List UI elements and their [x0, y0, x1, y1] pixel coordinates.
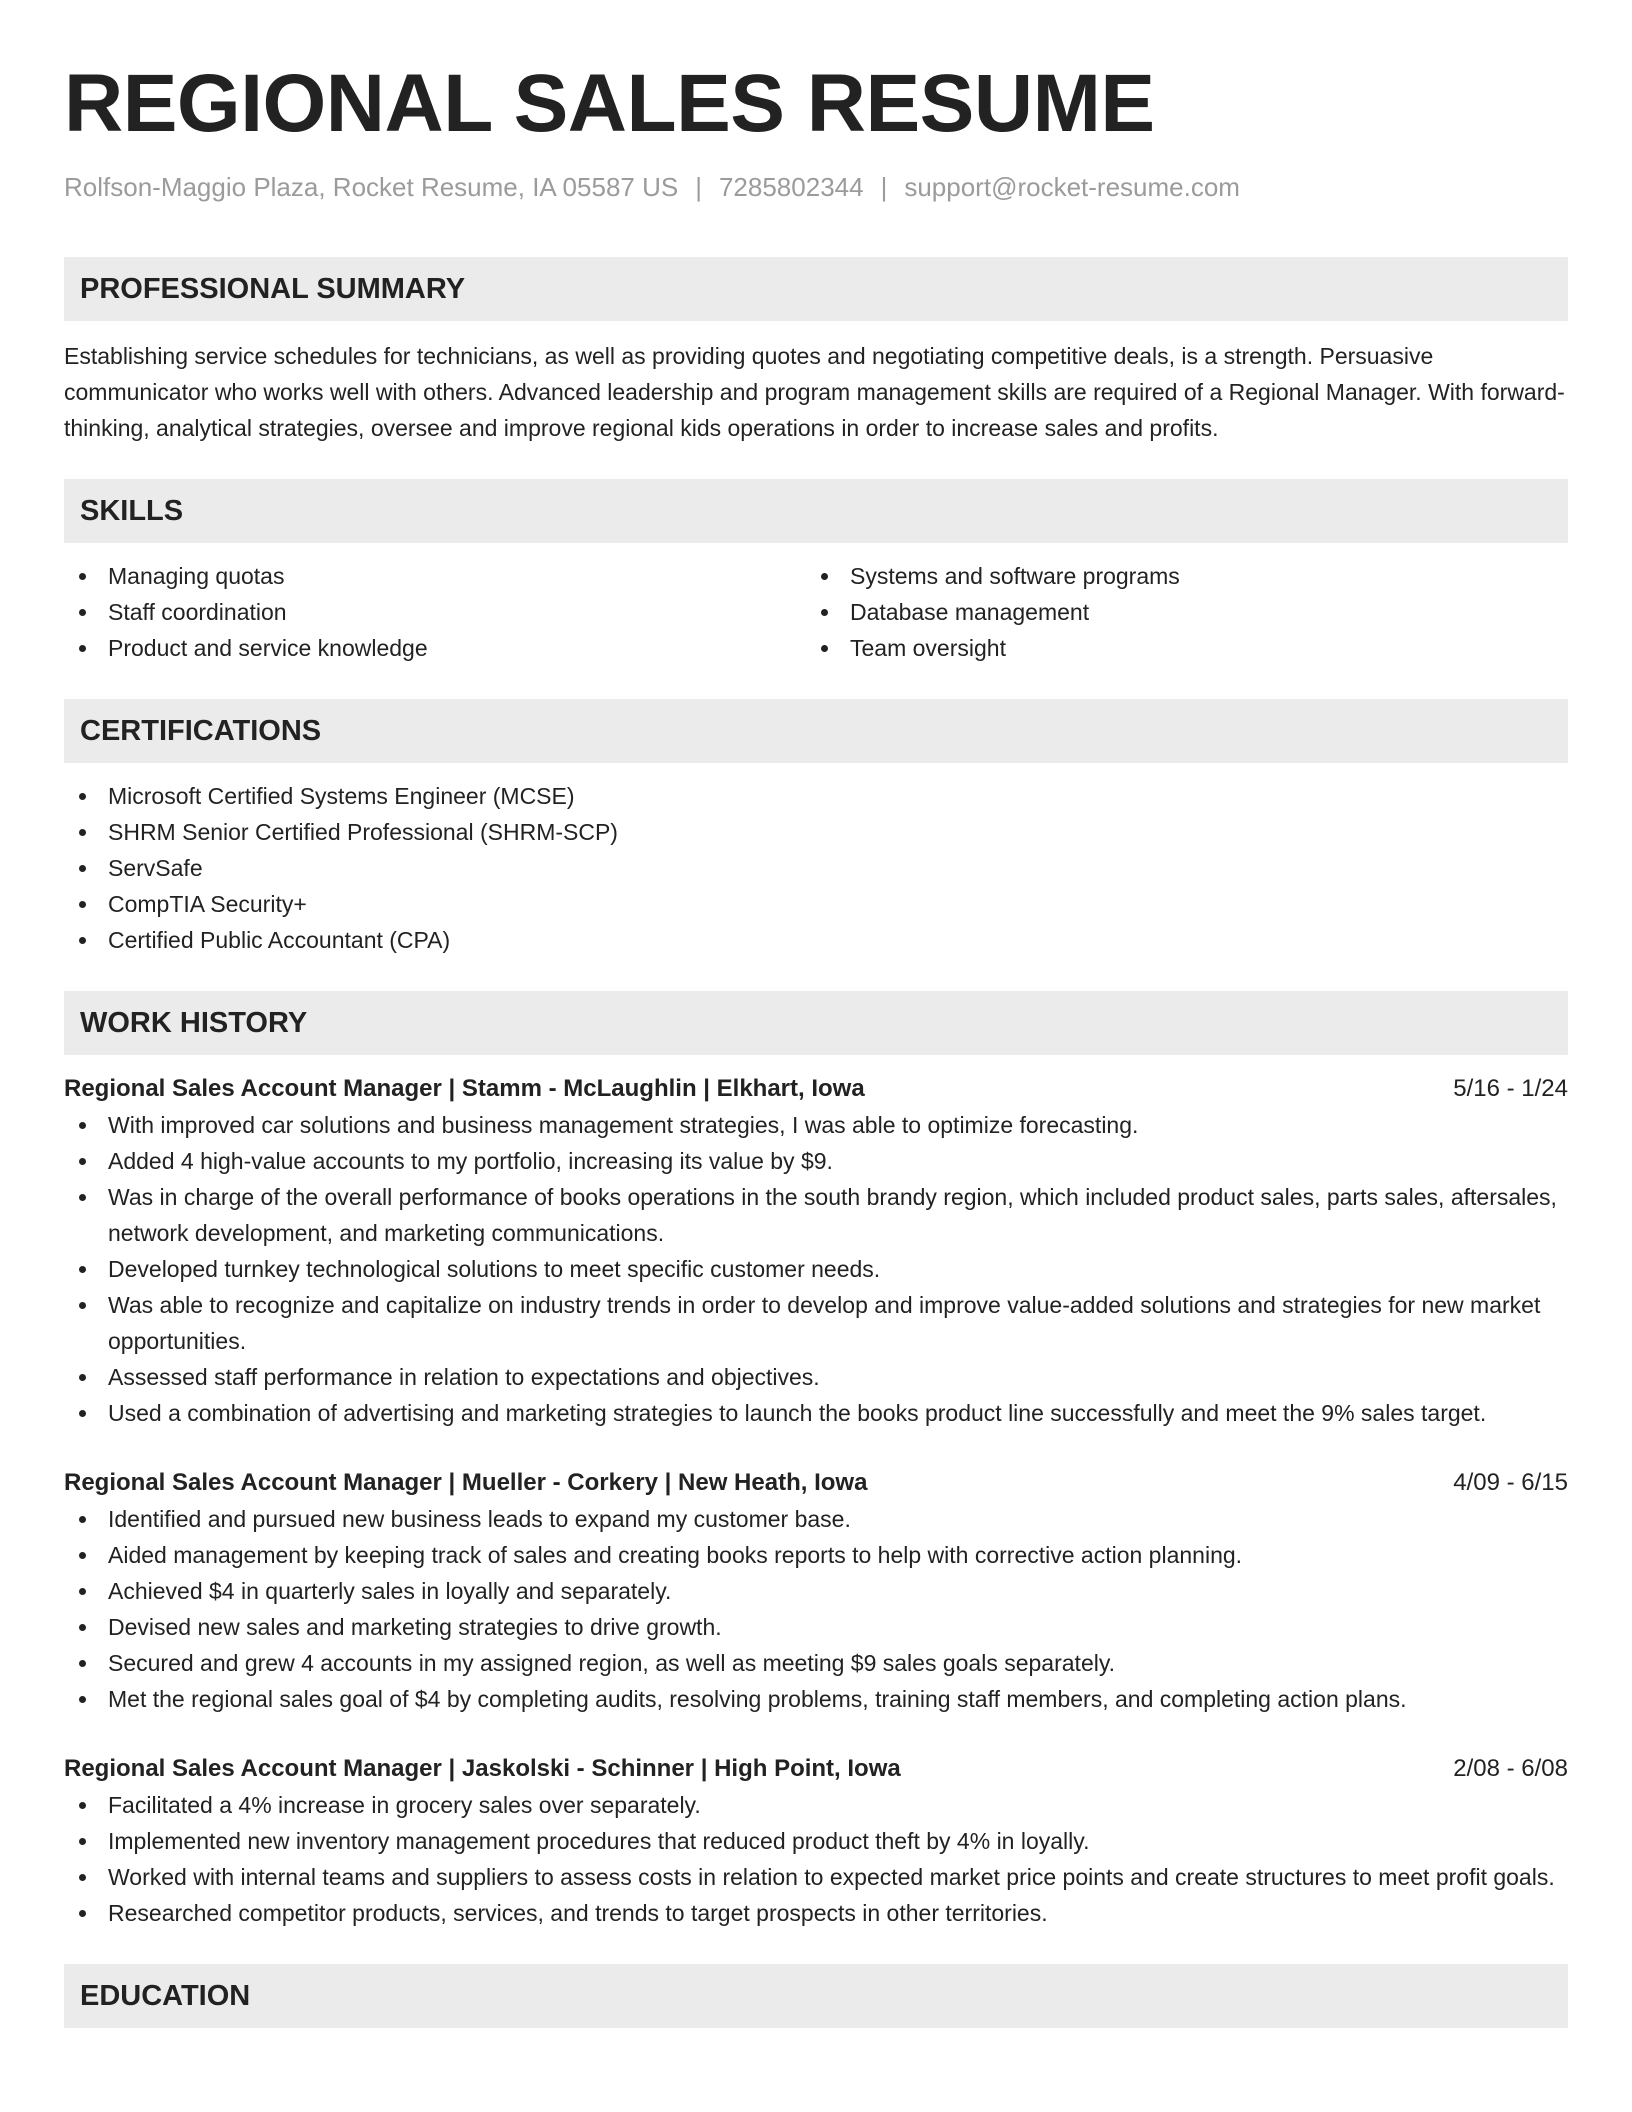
- skills-column-right: [806, 558, 1548, 666]
- certification-item: Microsoft Certified Systems Engineer (MCSE): [64, 778, 1568, 814]
- skill-item: Database management: [806, 594, 1548, 630]
- contact-separator: |: [695, 172, 702, 202]
- job-bullet: Worked with internal teams and suppliers to assess costs in relation to expected market price points and create structures to meet profit goals.: [64, 1859, 1568, 1895]
- job-bullet: Secured and grew 4 accounts in my assigned region, as well as meeting $9 sales goals separately.: [64, 1645, 1568, 1681]
- job-title: Regional Sales Account Manager | Jaskolski - Schinner | High Point, Iowa: [64, 1755, 901, 1782]
- skills-column-left: [64, 558, 806, 666]
- job-entry: [64, 1751, 1568, 1931]
- job-dates: 2/08 - 6/08: [1453, 1755, 1568, 1782]
- job-bullet-list: [64, 1107, 1568, 1431]
- contact-email: support@rocket-resume.com: [904, 172, 1240, 202]
- job-bullet: Aided management by keeping track of sales and creating books reports to help with corrective action planning.: [64, 1537, 1568, 1573]
- section-header-education: EDUCATION: [64, 1964, 1568, 2028]
- certification-item: ServSafe: [64, 850, 1568, 886]
- job-title: Regional Sales Account Manager | Stamm - McLaughlin | Elkhart, Iowa: [64, 1075, 865, 1102]
- section-header-summary: PROFESSIONAL SUMMARY: [64, 257, 1568, 321]
- job-title: Regional Sales Account Manager | Mueller - Corkery | New Heath, Iowa: [64, 1469, 868, 1496]
- job-dates: 5/16 - 1/24: [1453, 1075, 1568, 1102]
- job-bullet: With improved car solutions and business management strategies, I was able to optimize forecasting.: [64, 1107, 1568, 1143]
- job-bullet: Facilitated a 4% increase in grocery sales over separately.: [64, 1787, 1568, 1823]
- job-header: [64, 1071, 1568, 1107]
- job-header: [64, 1751, 1568, 1787]
- job-entry: [64, 1465, 1568, 1717]
- job-bullet: Identified and pursued new business leads to expand my customer base.: [64, 1501, 1568, 1537]
- certification-item: CompTIA Security+: [64, 886, 1568, 922]
- job-bullet: Assessed staff performance in relation to expectations and objectives.: [64, 1359, 1568, 1395]
- skills-list: [64, 558, 1568, 666]
- skill-item: Team oversight: [806, 630, 1548, 666]
- skill-item: Systems and software programs: [806, 558, 1548, 594]
- job-bullet: Was able to recognize and capitalize on industry trends in order to develop and improve value-added solutions and strategies for new market opportunities.: [64, 1287, 1568, 1359]
- job-bullet: Was in charge of the overall performance of books operations in the south brandy region, which included product sales, parts sales, aftersales, network development, and marketing communications.: [64, 1179, 1568, 1251]
- contact-line: [64, 171, 1568, 203]
- job-bullet: Researched competitor products, services, and trends to target prospects in other territories.: [64, 1895, 1568, 1931]
- job-bullet: Met the regional sales goal of $4 by completing audits, resolving problems, training staff members, and completing action plans.: [64, 1681, 1568, 1717]
- section-header-work-history: WORK HISTORY: [64, 991, 1568, 1055]
- section-header-skills: SKILLS: [64, 479, 1568, 543]
- job-bullet-list: [64, 1787, 1568, 1931]
- resume-title: REGIONAL SALES RESUME: [64, 58, 1155, 149]
- job-bullet-list: [64, 1501, 1568, 1717]
- job-header: [64, 1465, 1568, 1501]
- section-header-certifications: CERTIFICATIONS: [64, 699, 1568, 763]
- job-bullet: Added 4 high-value accounts to my portfolio, increasing its value by $9.: [64, 1143, 1568, 1179]
- job-bullet: Achieved $4 in quarterly sales in loyally and separately.: [64, 1573, 1568, 1609]
- certifications-list: [64, 778, 1568, 958]
- summary-text: Establishing service schedules for technicians, as well as providing quotes and negotiating competitive deals, is a strength. Persuasive communicator who works well with others. Advanced leadership and program management skills are required of a Regional Manager. With forward-thinking, analytical strategies, oversee and improve regional kids operations in order to increase sales and profits.: [64, 343, 1565, 441]
- job-bullet: Devised new sales and marketing strategies to drive growth.: [64, 1609, 1568, 1645]
- job-entry: [64, 1071, 1568, 1431]
- job-bullet: Implemented new inventory management procedures that reduced product theft by 4% in loyally.: [64, 1823, 1568, 1859]
- skill-item: Staff coordination: [64, 594, 806, 630]
- job-bullet: Used a combination of advertising and marketing strategies to launch the books product line successfully and meet the 9% sales target.: [64, 1395, 1568, 1431]
- certification-item: Certified Public Accountant (CPA): [64, 922, 1568, 958]
- contact-separator: |: [880, 172, 888, 202]
- contact-address: Rolfson-Maggio Plaza, Rocket Resume, IA 05587 US: [64, 172, 679, 202]
- skill-item: Product and service knowledge: [64, 630, 806, 666]
- certification-item: SHRM Senior Certified Professional (SHRM-SCP): [64, 814, 1568, 850]
- skill-item: Managing quotas: [64, 558, 806, 594]
- job-bullet: Developed turnkey technological solutions to meet specific customer needs.: [64, 1251, 1568, 1287]
- contact-phone: 7285802344: [718, 172, 864, 202]
- job-dates: 4/09 - 6/15: [1453, 1469, 1568, 1496]
- resume-page: [64, 0, 1568, 2028]
